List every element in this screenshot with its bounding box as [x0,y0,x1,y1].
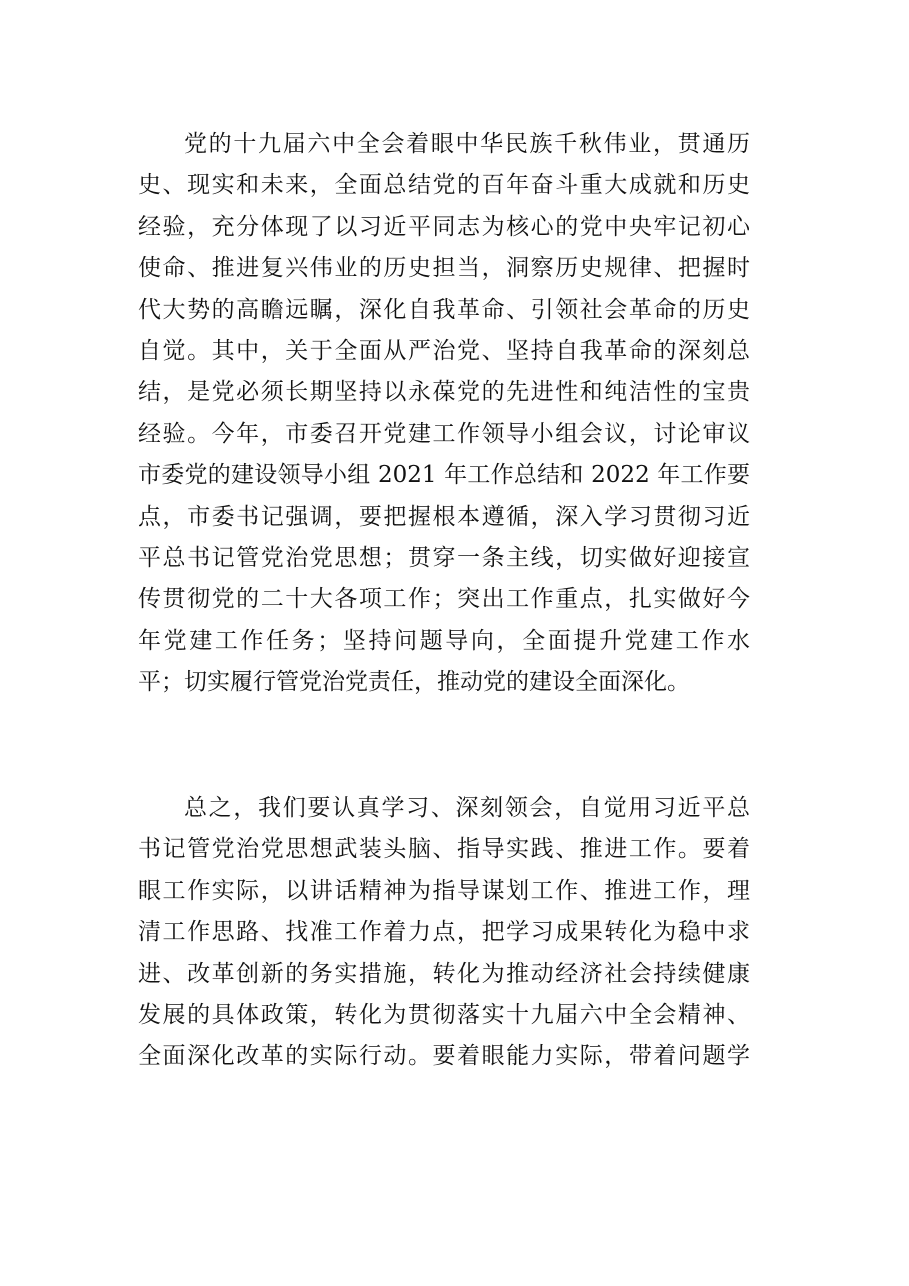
paragraph-line: 经验，充分体现了以习近平同志为核心的党中央牢记初心 [138,213,750,240]
paragraph-line: 史、现实和未来，全面总结党的百年奋斗重大成就和历史 [138,172,750,199]
paragraph-line: 总之，我们要认真学习、深刻领会，自觉用习近平总 [184,795,750,821]
paragraph-line: 使命、推进复兴伟业的历史担当，洞察历史规律、把握时 [138,255,750,282]
paragraph-line: 结，是党必须长期坚持以永葆党的先进性和纯洁性的宝贵 [138,379,750,406]
paragraph-2 [138,788,750,1078]
paragraph-line: 代大势的高瞻远瞩，深化自我革命、引领社会革命的历史 [138,296,750,323]
paragraph-line: 自觉。其中，关于全面从严治党、坚持自我革命的深刻总 [138,337,750,364]
paragraph-line: 传贯彻党的二十大各项工作；突出工作重点，扎实做好今 [138,586,750,613]
paragraph-line: 年党建工作任务；坚持问题导向，全面提升党建工作水 [138,627,750,654]
paragraph-line: 平总书记管党治党思想；贯穿一条主线，切实做好迎接宣 [138,544,750,571]
paragraph-line: 进、改革创新的务实措施，转化为推动经济社会持续健康 [138,960,750,987]
paragraph-line: 市委党的建设领导小组 2021 年工作总结和 2022 年工作要 [138,462,750,489]
paragraph-line: 平；切实履行管党治党责任，推动党的建设全面深化。 [138,669,690,696]
paragraph-line: 全面深化改革的实际行动。要着眼能力实际，带着问题学 [138,1043,750,1070]
paragraph-line: 书记管党治党思想武装头脑、指导实践、推进工作。要着 [138,836,750,863]
paragraph-line: 党的十九届六中全会着眼中华民族千秋伟业，贯通历 [184,131,750,157]
paragraph-line: 经验。今年，市委召开党建工作领导小组会议，讨论审议 [138,420,750,447]
paragraph-line: 点，市委书记强调，要把握根本遵循，深入学习贯彻习近 [138,503,750,530]
paragraph-line: 眼工作实际，以讲话精神为指导谋划工作、推进工作，理 [138,877,750,904]
paragraph-1 [138,124,750,703]
paragraph-line: 发展的具体政策，转化为贯彻落实十九届六中全会精神、 [138,1001,750,1028]
paragraph-line: 清工作思路、找准工作着力点，把学习成果转化为稳中求 [138,919,750,946]
